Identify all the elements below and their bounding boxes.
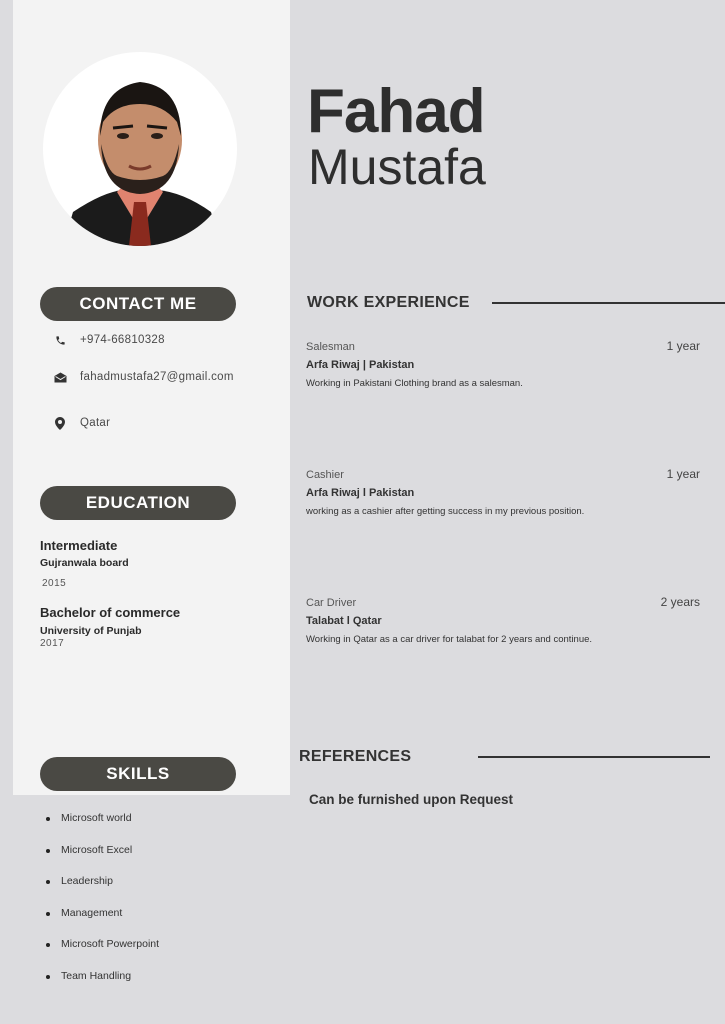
education-institution: Gujranwala board (40, 557, 129, 569)
job-entry (306, 467, 700, 517)
skills-list (44, 812, 159, 1001)
skills-heading: SKILLS (40, 757, 236, 791)
list-item: Microsoft world (44, 812, 159, 844)
education-year: 2017 (40, 638, 65, 649)
education-item (40, 538, 129, 589)
education-title: Intermediate (40, 538, 118, 553)
job-description: working as a cashier after getting success in my previous position. (306, 506, 585, 517)
phone-icon (52, 333, 68, 347)
list-item: Microsoft Excel (44, 844, 159, 876)
last-name: Mustafa (308, 139, 486, 195)
job-description: Working in Pakistani Clothing brand as a salesman. (306, 378, 523, 389)
contact-phone[interactable] (52, 333, 165, 347)
location-text: Qatar (80, 417, 111, 429)
job-duration: 1 year (666, 339, 700, 353)
education-heading: EDUCATION (40, 486, 236, 520)
job-company: Arfa Riwaj | Pakistan (306, 359, 415, 371)
email-address: fahadmustafa27@gmail.com (80, 371, 234, 383)
list-item: Microsoft Powerpoint (44, 938, 159, 970)
list-item: Management (44, 907, 159, 939)
job-company: Talabat l Qatar (306, 615, 382, 627)
job-duration: 2 years (660, 595, 700, 609)
education-title: Bachelor of commerce (40, 605, 181, 620)
list-item: Leadership (44, 875, 159, 907)
contact-heading: CONTACT ME (40, 287, 236, 321)
education-institution: University of Punjab (40, 625, 142, 637)
job-company: Arfa Riwaj l Pakistan (306, 487, 415, 499)
map-pin-icon (52, 416, 68, 430)
references-text: Can be furnished upon Request (309, 792, 514, 807)
envelope-icon (52, 370, 68, 384)
references-heading: REFERENCES (299, 748, 412, 765)
section-divider (492, 302, 725, 304)
job-title: Cashier (306, 469, 344, 481)
contact-email[interactable] (52, 370, 234, 384)
work-experience-heading: WORK EXPERIENCE (307, 294, 470, 311)
section-divider (478, 756, 710, 758)
job-entry (306, 595, 700, 645)
job-title: Salesman (306, 341, 355, 353)
job-title: Car Driver (306, 597, 357, 609)
person-portrait-icon (43, 52, 237, 246)
phone-number: +974-66810328 (80, 334, 165, 346)
education-item (40, 605, 180, 649)
list-item: Team Handling (44, 970, 159, 1002)
contact-location (52, 416, 110, 430)
education-year: 2015 (42, 578, 67, 589)
profile-photo (43, 52, 237, 246)
first-name: Fahad (307, 77, 485, 146)
job-duration: 1 year (666, 467, 700, 481)
job-entry (306, 339, 700, 389)
job-description: Working in Qatar as a car driver for talabat for 2 years and continue. (306, 634, 593, 645)
